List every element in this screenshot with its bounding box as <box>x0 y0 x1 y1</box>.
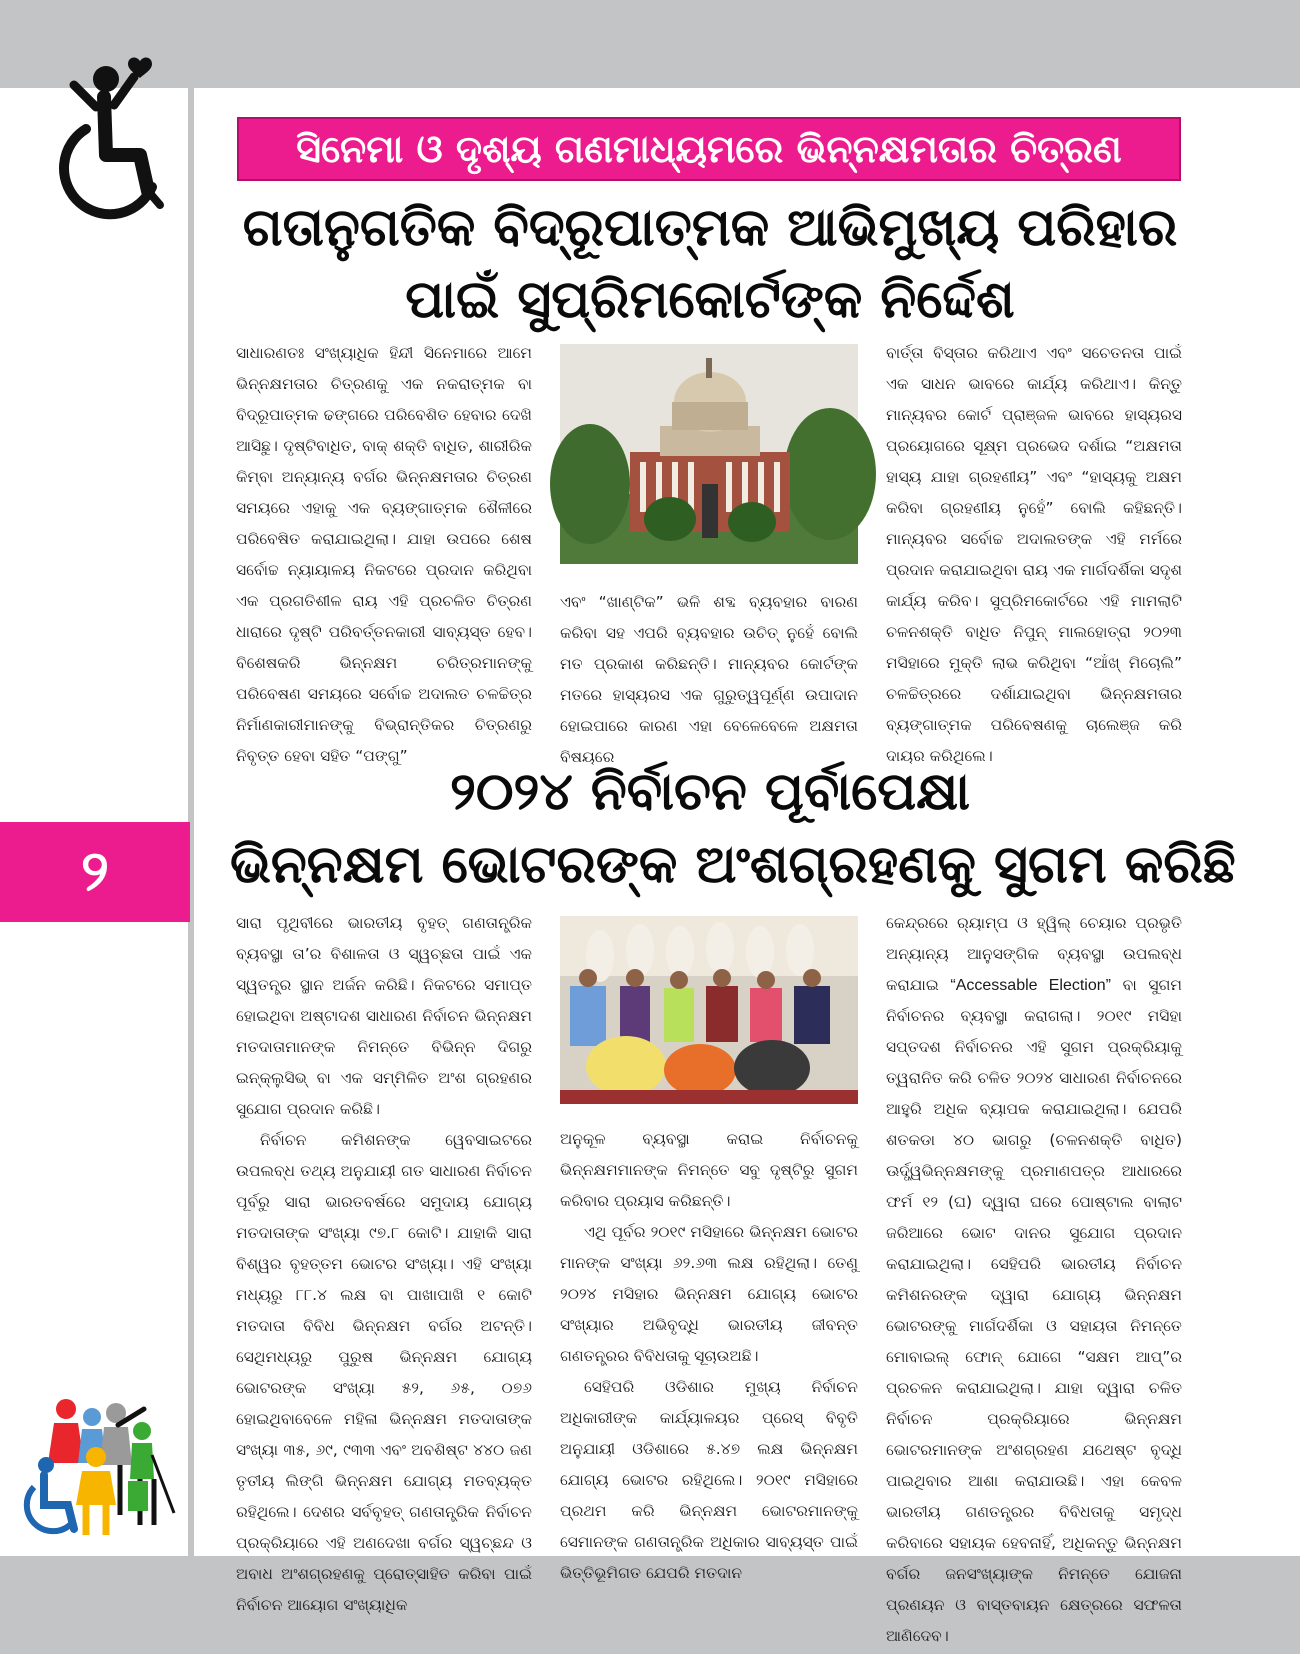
article1-column3 <box>886 338 1182 765</box>
article2-col1-para2: ନିର୍ବାଚନ କମିଶନଙ୍କ ୱେବସାଇଟରେ ଉପଲବ୍ଧ ତଥ୍ୟ ଅନୁଯାୟୀ ଗତ ସାଧାରଣ ନିର୍ବାଚନ ପୂର୍ବରୁ ସାରା ଭାରତବର୍ଷରେ ସମୁଦାୟ ଯୋଗ୍ୟ ମତଦାତାଙ୍କ ସଂଖ୍ୟା ୯୭.୮ କୋଟି। ଯାହାକି ସାରା ବିଶ୍ୱର ବୃହତ୍ତମ ଭୋଟର ସଂଖ୍ୟା। ଏହି ସଂଖ୍ୟା ମଧ୍ୟରୁ ୮୮.୪ ଲକ୍ଷ ବା ପାଖାପାଖି ୧ କୋଟି ମତଦାତା ବିବିଧ ଭିନ୍ନକ୍ଷମ ବର୍ଗର ଅଟନ୍ତି। ସେଥିମଧ୍ୟରୁ ପୁରୁଷ ଭିନ୍ନକ୍ଷମ ଯୋଗ୍ୟ ଭୋଟରଙ୍କ ସଂଖ୍ୟା ୫୨, ୬୫, ୦୭୬ ହୋଇଥିବାବେଳେ ମହିଳା ଭିନ୍ନକ୍ଷମ ମତଦାତାଙ୍କ ସଂଖ୍ୟା ୩୫, ୬୯, ୯୩୩ ଏବଂ ଅବଶିଷ୍ଟ ୪୪୦ ଜଣ ତୃତୀୟ ଲିଙ୍ଗି ଭିନ୍ନକ୍ଷମ ଯୋଗ୍ୟ ମତବ୍ୟକ୍ତ ରହିଥିଲେ। ଦେଶର ସର୍ବବୃହତ୍ ଗଣତାନ୍ତ୍ରିକ ନିର୍ବାଚନ ପ୍ରକ୍ରିୟାରେ ଏହି ଅଣଦେଖା ବର୍ଗର ସ୍ୱଚ୍ଛନ୍ଦ ଓ ଅବାଧ ଅଂଶଗ୍ରହଣକୁ ପ୍ରୋତ୍ସାହିତ କରିବା ପାଇଁ ନିର୍ବାଚନ ଆୟୋଗ ସଂଖ୍ୟାଧିକ <box>236 1131 532 1614</box>
page-number: ୨ <box>0 822 190 922</box>
article2-col3-part2: ବା ସୁଗମ ନିର୍ବାଚନର ବ୍ୟବସ୍ଥା କରାଗଲା। ୨୦୧୯ ମସିହା ସପ୍ତଦଶ ନିର୍ବାଚନର ଏହି ସୁଗମ ପ୍ରକ୍ରିୟାକୁ ତ୍ୱରାନିତ କରି ଚଳିତ ୨୦୨୪ ସାଧାରଣ ନିର୍ବାଚନରେ ଆହୁରି ଅଧିକ ବ୍ୟାପକ କରାଯାଇଥିଲା। ଯେପରି ଶତକଡା ୪୦ ଭାଗରୁ (ଚଳନଶକ୍ତି ବାଧିତ) ଊର୍ଦ୍ଧ୍ୱଭିନ୍ନକ୍ଷମଙ୍କୁ ପ୍ରମାଣପତ୍ର ଆଧାରରେ ଫର୍ମ ୧୨ (ଘ) ଦ୍ୱାରା ଘରେ ପୋଷ୍ଟାଲ ବାଲାଟ ଜରିଆରେ ଭୋଟ ଦାନର ସୁଯୋଗ ପ୍ରଦାନ କରାଯାଇଥିଲା। ସେହିପରି ଭାରତୀୟ ନିର୍ବାଚନ କମିଶନରଙ୍କ ଦ୍ୱାରା ଯୋଗ୍ୟ ଭିନ୍ନକ୍ଷମ ଭୋଟରଙ୍କୁ ମାର୍ଗଦର୍ଶିକା ଓ ସହାୟତା ନିମନ୍ତେ ମୋବାଇଲ୍ ଫୋନ୍ ଯୋଗେ “ସକ୍ଷମ ଆପ୍”ର ପ୍ରଚଳନ କରାଯାଇଥିଲା। ଯାହା ଦ୍ୱାରା ଚଳିତ ନିର୍ବାଚନ ପ୍ରକ୍ରିୟାରେ ଭିନ୍ନକ୍ଷମ ଭୋଟରମାନଙ୍କ ଅଂଶଗ୍ରହଣ ଯଥେଷ୍ଟ ବୃଦ୍ଧି ପାଇଥିବାର ଆଶା କରାଯାଉଛି। ଏହା କେବଳ ଭାରତୀୟ ଗଣତନ୍ତ୍ରର ବିବିଧତାକୁ ସମୃଦ୍ଧ କରିବାରେ ସହାୟକ ହେବନାହିଁ, ଅଧିକନ୍ତୁ ଭିନ୍ନକ୍ଷମ ବର୍ଗର ଜନସଂଖ୍ୟାଙ୍କ ନିମନ୍ତେ ଯୋଜନା ପ୍ରଣୟନ ଓ ବାସ୍ତବାୟନ କ୍ଷେତ୍ରରେ ସଫଳତା ଆଣିଦେବ। <box>886 976 1182 1645</box>
article2-column3 <box>886 908 1182 1645</box>
article2-column1 <box>236 908 532 1614</box>
article1-col3-text: ବାର୍ତ୍ତା ବିସ୍ତାର କରିଥାଏ ଏବଂ ସଚେତନତା ପାଇଁ ଏକ ସାଧନ ଭାବରେ କାର୍ଯ୍ୟ କରିଥାଏ। କିନ୍ତୁ ମାନ୍ୟବର କୋର୍ଟ ପ୍ରାଞ୍ଜଳ ଭାବରେ ହାସ୍ୟରସ ପ୍ରୟୋଗରେ ସୂକ୍ଷ୍ମ ପ୍ରଭେଦ ଦର୍ଶାଇ “ଅକ୍ଷମତା ହାସ୍ୟ ଯାହା ଗ୍ରହଣୀୟ” ଏବଂ “ହାସ୍ୟକୁ ଅକ୍ଷମ କରିବା ଗ୍ରହଣୀୟ ନୁହେଁ” ବୋଲି କହିଛନ୍ତି। ମାନ୍ୟବର ସର୍ବୋଚ୍ଚ ଅଦାଲତଙ୍କ ଏହି ମର୍ମରେ ପ୍ରଦାନ କରାଯାଇଥିବା ରାୟ ଏକ ମାର୍ଗଦର୍ଶିକା ସଦୃଶ କାର୍ଯ୍ୟ କରିବ। ସୁପ୍ରିମକୋର୍ଟରେ ଏହି ମାମଲାଟି ଚଳନଶକ୍ତି ବାଧିତ ନିପୁନ୍ ମାଲହୋତ୍ରା ୨୦୨୩ ମସିହାରେ ମୁକ୍ତି ଲାଭ କରିଥିବା “ଆଁଖ୍ ମିଚୋଲି” ଚଳଚ୍ଚିତ୍ରରେ ଦର୍ଶାଯାଇଥିବା ଭିନ୍ନକ୍ଷମତାର ବ୍ୟଙ୍ଗାତ୍ମକ ପରିବେଷଣକୁ ଚାଲେଞ୍ଜ କରି ଦାୟର କରିଥିଲେ। <box>886 344 1182 765</box>
article2-headline-line2: ଭିନ୍ନକ୍ଷମ ଭୋଟରଙ୍କ ଅଂଶଗ୍ରହଣକୁ ସୁଗମ କରିଛି <box>230 835 1236 895</box>
article2-headline-line1: ୨୦୨୪ ନିର୍ବାଚନ ପୂର୍ବାପେକ୍ଷା <box>450 762 970 822</box>
supreme-court-photo <box>560 344 858 564</box>
article1-column2 <box>560 587 858 766</box>
article2-col3-text <box>886 908 1182 1652</box>
article1-col1-text: ସାଧାରଣତଃ ସଂଖ୍ୟାଧିକ ହିନ୍ଦୀ ସିନେମାରେ ଆମେ ଭିନ୍ନକ୍ଷମତାର ଚିତ୍ରଣକୁ ଏକ ନକରାତ୍ମକ ବା ବିଦ୍ରୂପାତ୍ମକ ଢଙ୍ଗରେ ପରିବେଶିତ ହେବାର ଦେଖି ଆସିଛୁ। ଦୃଷ୍ଟିବାଧିତ, ବାକ୍ ଶକ୍ତି ବାଧିତ, ଶାରୀରିକ କିମ୍ବା ଅନ୍ୟାନ୍ୟ ବର୍ଗର ଭିନ୍ନକ୍ଷମତାର ଚିତ୍ରଣ ସମୟରେ ଏହାକୁ ଏକ ବ୍ୟଙ୍ଗାତ୍ମକ ଶୈଳୀରେ ପରିବେଷିତ କରାଯାଇଥିଲା। ଯାହା ଉପରେ ଶେଷ ସର୍ବୋଚ୍ଚ ନ୍ୟାୟାଳୟ ନିକଟରେ ପ୍ରଦାନ କରିଥିବା ଏକ ପ୍ରଗତିଶୀଳ ରାୟ ଏହି ପ୍ରଚଳିତ ଚିତ୍ରଣ ଧାରାରେ ଦୃଷ୍ଟି ପରିବର୍ତ୍ତନକାରୀ ସାବ୍ୟସ୍ତ ହେବ। ବିଶେଷକରି ଭିନ୍ନକ୍ଷମ ଚରିତ୍ରମାନଙ୍କୁ ପରିବେଷଣ ସମୟରେ ସର୍ବୋଚ୍ଚ ଅଦାଲତ ଚଳଚ୍ଚିତ୍ର ନିର୍ମାଣକାରୀମାନଙ୍କୁ ବିଭ୍ରାନ୍ତିକର ଚିତ୍ରଣରୁ ନିବୃତ୍ତ ହେବା ସହିତ “ପଙ୍ଗୁ” <box>236 344 532 765</box>
wheelchair-heart-icon <box>44 55 174 215</box>
article1-col2-text: ଏବଂ “ଖାଣ୍ଟିକ” ଭଳି ଶବ୍ଦ ବ୍ୟବହାର ବାରଣ କରିବା ସହ ଏପରି ବ୍ୟବହାର ଉଚିତ୍ ନୁହେଁ ବୋଲି ମତ ପ୍ରକାଶ କରିଛନ୍ତି। ମାନ୍ୟବର କୋର୍ଟଙ୍କ ମତରେ ହାସ୍ୟରସ ଏକ ଗୁରୁତ୍ୱପୂର୍ଣ୍ଣ ଉପାଦାନ ହୋଇପାରେ କାରଣ ଏହା ବେଳେବେଳେ ଅକ୍ଷମତା ବିଷୟରେ <box>560 593 858 766</box>
article1-column1 <box>236 338 532 765</box>
article2-col2-para1: ଅନୁକୂଳ ବ୍ୟବସ୍ଥା କରାଇ ନିର୍ବାଚନକୁ ଭିନ୍ନକ୍ଷମମାନଙ୍କ ନିମନ୍ତେ ସବୁ ଦୃଷ୍ଟିରୁ ସୁଗମ କରିବାର ପ୍ରୟାସ କରିଛନ୍ତି। <box>560 1130 858 1210</box>
voters-group-photo <box>560 916 858 1104</box>
article2-col3-part1: କେନ୍ଦ୍ରରେ ର୍‍ୟାମ୍ପ ଓ ହ୍ୱିଲ୍ ଚେୟାର ପ୍ରଭୃତି ଅନ୍ୟାନ୍ୟ ଆନୁସଙ୍ଗିକ ବ୍ୟବସ୍ଥା ଉପଲବ୍ଧ କରାଯାଇ <box>886 914 1182 994</box>
article1-headline-line1: ଗତାନୁଗତିକ ବିଦ୍ରୂପାତ୍ମକ ଆଭିମୁଖ୍ୟ ପରିହାର <box>242 198 1178 258</box>
article1-headline-line2: ପାଇଁ ସୁପ୍ରିମକୋର୍ଟଙ୍କ ନିର୍ଦ୍ଦେଶ <box>405 270 1015 330</box>
diverse-disability-group-icon <box>24 1395 184 1545</box>
section-banner: ସିନେମା ଓ ଦୃଶ୍ୟ ଗଣମାଧ୍ୟମରେ ଭିନ୍ନକ୍ଷମତାର ଚିତ୍ରଣ <box>237 117 1181 181</box>
article2-col2-para2: ଏଥି ପୂର୍ବର ୨୦୧୯ ମସିହାରେ ଭିନ୍ନକ୍ଷମ ଭୋଟର ମାନଙ୍କ ସଂଖ୍ୟା ୬୨.୬୩ ଲକ୍ଷ ରହିଥିଲା। ତେଣୁ ୨୦୨୪ ମସିହାର ଭିନ୍ନକ୍ଷମ ଯୋଗ୍ୟ ଭୋଟର ସଂଖ୍ୟାର ଅଭିବୃଦ୍ଧି ଭାରତୀୟ ଜୀବନ୍ତ ଗଣତନ୍ତ୍ରର ବିବିଧତାକୁ ସୂଚାଉଅଛି। <box>560 1223 858 1365</box>
article2-col1-para1: ସାରା ପୃଥିବୀରେ ଭାରତୀୟ ବୃହତ୍ ଗଣତାନ୍ତ୍ରିକ ବ୍ୟବସ୍ଥା ତା’ର ବିଶାଳତା ଓ ସ୍ୱଚ୍ଛତା ପାଇଁ ଏକ ସ୍ୱତନ୍ତ୍ର ସ୍ଥାନ ଅର୍ଜନ କରିଛି। ନିକଟରେ ସମାପ୍ତ ହୋଇଥିବା ଅଷ୍ଟାଦଶ ସାଧାରଣ ନିର୍ବାଚନ ଭିନ୍ନକ୍ଷମ ମତଦାତାମାନଙ୍କ ନିମନ୍ତେ ବିଭିନ୍ନ ଦିଗରୁ ଇନ୍‌କ୍ଲୁସିଭ୍ ବା ଏକ ସମ୍ମିଳିତ ଅଂଶ ଗ୍ରହଣର ସୁଯୋଗ ପ୍ରଦାନ କରିଛି। <box>236 914 532 1118</box>
accessible-election-term: “Accessable Election” <box>950 977 1111 994</box>
article2-column2 <box>560 1124 858 1582</box>
article2-col2-para3: ସେହିପରି ଓଡିଶାର ମୁଖ୍ୟ ନିର୍ବାଚନ ଅଧିକାରୀଙ୍କ କାର୍ଯ୍ୟାଳୟର ପ୍ରେସ୍ ବିବୃତି ଅନୁଯାୟୀ ଓଡିଶାରେ ୫.୪୭ ଲକ୍ଷ ଭିନ୍ନକ୍ଷମ ଯୋଗ୍ୟ ଭୋଟର ରହିଥିଲେ। ୨୦୧୯ ମସିହାରେ ପ୍ରଥମ କରି ଭିନ୍ନକ୍ଷମ ଭୋଟରମାନଙ୍କୁ ସେମାନଙ୍କ ଗଣତାନ୍ତ୍ରିକ ଅଧିକାର ସାବ୍ୟସ୍ତ ପାଇଁ ଭିତ୍ତିଭୂମିଗତ ଯେପରି ମତଦାନ <box>560 1378 858 1582</box>
top-gray-band <box>0 0 1300 88</box>
